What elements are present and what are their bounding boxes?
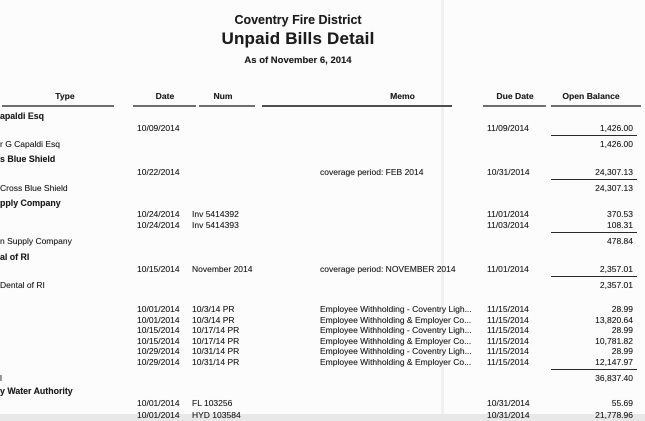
vendor-header-row bbox=[0, 111, 645, 122]
bill-row bbox=[0, 325, 645, 336]
header-underline-date bbox=[133, 105, 196, 107]
subtotal-rule bbox=[551, 369, 637, 370]
cell-date: 10/29/2014 bbox=[137, 356, 180, 367]
vendor-header-row bbox=[0, 386, 645, 397]
vendor-total-amount: 36,837.40 bbox=[595, 373, 633, 383]
vendor-header-row bbox=[0, 154, 645, 165]
cell-num: 10/31/14 PR bbox=[192, 346, 240, 356]
bill-row bbox=[0, 398, 645, 409]
cell-memo: Employee Withholding & Employer Co... bbox=[320, 335, 472, 346]
cell-memo: coverage period: FEB 2014 bbox=[320, 167, 424, 177]
cell-amount: 28.99 bbox=[611, 304, 633, 314]
column-header-type: Type bbox=[55, 91, 75, 101]
header-underline-due-date bbox=[483, 105, 546, 107]
bill-row bbox=[0, 346, 645, 357]
cell-due-date: 11/09/2014 bbox=[487, 123, 529, 133]
report-as-of-date: As of November 6, 2014 bbox=[244, 55, 352, 66]
bill-row bbox=[0, 123, 645, 134]
vendor-total-row bbox=[0, 373, 645, 384]
report-header bbox=[0, 13, 596, 66]
vendor-total-row bbox=[0, 280, 645, 291]
cell-amount: 2,357.01 bbox=[599, 264, 633, 274]
cell-date: 10/29/2014 bbox=[137, 346, 180, 356]
cell-num: 10/17/14 PR bbox=[192, 325, 240, 335]
cell-date: 10/15/2014 bbox=[137, 264, 180, 274]
vendor-total-label: Dental of RI bbox=[0, 280, 45, 290]
subtotal-rule bbox=[551, 276, 637, 277]
header-underline-num bbox=[199, 105, 255, 107]
cell-date: 10/15/2014 bbox=[137, 335, 180, 346]
cell-due-date: 10/31/2014 bbox=[487, 398, 530, 408]
cell-amount: 21,778.96 bbox=[595, 409, 633, 420]
cell-due-date: 11/15/2014 bbox=[487, 314, 529, 325]
subtotal-rule bbox=[551, 135, 637, 136]
column-header-memo: Memo bbox=[390, 91, 415, 101]
cell-due-date: 10/31/2014 bbox=[487, 409, 530, 420]
cell-amount: 55.69 bbox=[611, 398, 633, 408]
cell-amount: 108.31 bbox=[607, 220, 633, 230]
bill-row bbox=[0, 315, 645, 326]
subtotal-rule bbox=[551, 179, 637, 180]
cell-num: November 2014 bbox=[192, 264, 253, 274]
bill-row bbox=[0, 264, 645, 275]
vendor-total-row bbox=[0, 183, 645, 194]
subtotal-rule bbox=[551, 232, 637, 233]
cell-memo: coverage period: NOVEMBER 2014 bbox=[320, 264, 456, 274]
report-company-title: Coventry Fire District bbox=[234, 13, 362, 27]
cell-memo: Employee Withholding - Coventry Ligh... bbox=[320, 325, 472, 335]
vendor-total-label: r G Capaldi Esq bbox=[0, 139, 60, 149]
cell-date: 10/15/2014 bbox=[137, 325, 180, 335]
vendor-total-label: l bbox=[0, 373, 2, 383]
cell-amount: 1,426.00 bbox=[599, 123, 633, 133]
cell-memo: Employee Withholding & Employer Co... bbox=[320, 356, 472, 367]
vendor-name: s Blue Shield bbox=[0, 154, 56, 164]
cell-due-date: 11/15/2014 bbox=[487, 346, 529, 356]
cell-due-date: 10/31/2014 bbox=[487, 167, 530, 177]
header-underline-memo bbox=[262, 105, 452, 107]
bill-row bbox=[0, 220, 645, 231]
column-header-date: Date bbox=[155, 91, 175, 101]
header-underline-open-balance bbox=[551, 105, 641, 107]
vendor-header-row bbox=[0, 198, 645, 209]
cell-date: 10/01/2014 bbox=[137, 314, 180, 325]
bill-row bbox=[0, 336, 645, 347]
vendor-header-row bbox=[0, 252, 645, 263]
report-title: Unpaid Bills Detail bbox=[221, 29, 375, 48]
vendor-total-amount: 1,426.00 bbox=[599, 139, 633, 149]
vendor-name: al of RI bbox=[0, 252, 30, 262]
column-header-due-date: Due Date bbox=[496, 91, 534, 101]
cell-num: FL 103256 bbox=[192, 398, 233, 408]
bill-row bbox=[0, 209, 645, 220]
cell-amount: 28.99 bbox=[611, 346, 633, 356]
header-underline-type bbox=[2, 105, 114, 107]
vendor-name: apaldi Esq bbox=[0, 111, 44, 121]
vendor-total-label: n Supply Company bbox=[0, 236, 72, 246]
cell-memo: Employee Withholding & Employer Co... bbox=[320, 314, 472, 325]
vendor-total-row bbox=[0, 236, 645, 247]
column-header-num: Num bbox=[213, 91, 233, 101]
column-header-row bbox=[0, 91, 645, 103]
column-header-open-balance: Open Balance bbox=[562, 91, 620, 101]
cell-date: 10/01/2014 bbox=[137, 398, 180, 408]
cell-amount: 28.99 bbox=[611, 325, 633, 335]
cell-amount: 10,781.82 bbox=[595, 335, 633, 346]
vendor-total-label: Cross Blue Shield bbox=[0, 183, 68, 193]
cell-amount: 370.53 bbox=[607, 209, 633, 219]
bill-row bbox=[0, 167, 645, 178]
cell-due-date: 11/15/2014 bbox=[487, 335, 529, 346]
cell-memo: Employee Withholding - Coventry Ligh... bbox=[320, 346, 472, 356]
cell-date: 10/22/2014 bbox=[137, 167, 180, 177]
cell-due-date: 11/01/2014 bbox=[487, 209, 529, 219]
bill-row bbox=[0, 357, 645, 368]
cell-num: 10/31/14 PR bbox=[192, 356, 240, 367]
vendor-total-amount: 2,357.01 bbox=[599, 280, 633, 290]
cell-due-date: 11/15/2014 bbox=[487, 325, 529, 335]
cell-due-date: 11/15/2014 bbox=[487, 356, 529, 367]
cell-num: Inv 5414393 bbox=[192, 220, 239, 230]
vendor-total-amount: 24,307.13 bbox=[595, 183, 633, 193]
cell-num: 10/3/14 PR bbox=[192, 314, 235, 325]
cell-date: 10/09/2014 bbox=[137, 123, 180, 133]
cell-date: 10/24/2014 bbox=[137, 220, 180, 230]
cell-amount: 24,307.13 bbox=[595, 167, 633, 177]
cell-num: 10/3/14 PR bbox=[192, 304, 235, 314]
cell-due-date: 11/01/2014 bbox=[487, 264, 529, 274]
vendor-name: pply Company bbox=[0, 198, 61, 208]
cell-num: 10/17/14 PR bbox=[192, 335, 240, 346]
vendor-name: y Water Authority bbox=[0, 386, 73, 396]
cell-date: 10/24/2014 bbox=[137, 209, 180, 219]
vendor-total-row bbox=[0, 139, 645, 150]
cell-memo: Employee Withholding - Coventry Ligh... bbox=[320, 304, 472, 314]
cell-due-date: 11/15/2014 bbox=[487, 304, 529, 314]
cell-amount: 12,147.97 bbox=[595, 356, 633, 367]
cell-amount: 13,820.64 bbox=[595, 314, 633, 325]
bill-row bbox=[0, 410, 645, 421]
cell-num: HYD 103584 bbox=[192, 409, 241, 420]
vendor-total-amount: 478.84 bbox=[607, 236, 633, 246]
bill-row bbox=[0, 304, 645, 315]
cell-date: 10/01/2014 bbox=[137, 409, 180, 420]
cell-num: Inv 5414392 bbox=[192, 209, 239, 219]
cell-date: 10/01/2014 bbox=[137, 304, 180, 314]
cell-due-date: 11/03/2014 bbox=[487, 220, 529, 230]
